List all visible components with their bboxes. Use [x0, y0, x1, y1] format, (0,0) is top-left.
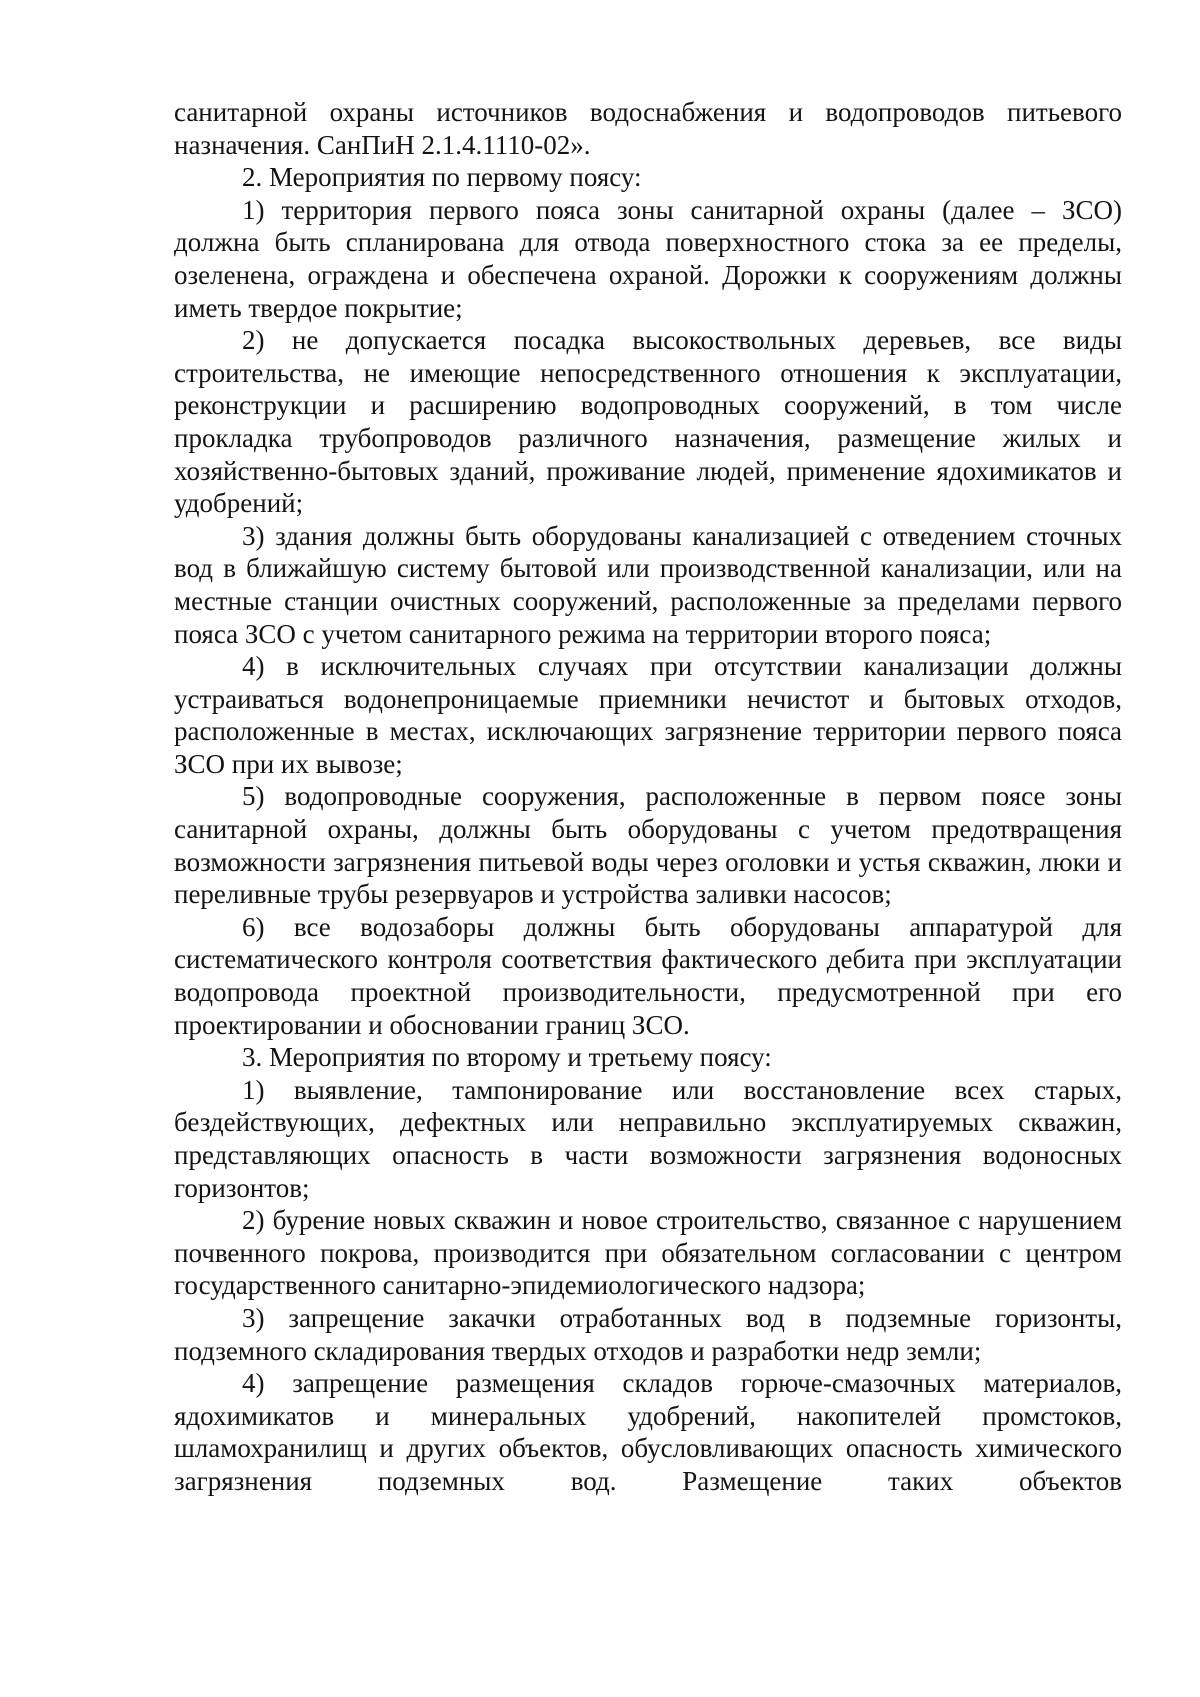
paragraph-continuation: санитарной охраны источников водоснабжения и водопроводов питьевого назначения. СанПиН 2.1.4.1110-02». [174, 97, 1122, 160]
list-item: 3) здания должны быть оборудованы канализацией с отведением сточных вод в ближайшую систему бытовой или производственной канализации, или на местные станции очистных сооружений, расположенные за пределами первого пояса ЗСО с учетом санитарного режима на территории второго пояса; [174, 520, 1122, 649]
section-heading-first-belt: 2. Мероприятия по первому поясу: [242, 162, 642, 193]
list-item: 5) водопроводные сооружения, расположенные в первом поясе зоны санитарной охраны, должны быть оборудованы с учетом предотвращения возможности загрязнения питьевой воды через оголовки и устья скважин, люки и переливные трубы резервуаров и устройства заливки насосов; [174, 781, 1122, 910]
section-heading-second-third-belt: 3. Мероприятия по второму и третьему поясу: [242, 1042, 772, 1073]
list-item: 1) выявление, тампонирование или восстановление всех старых, бездействующих, дефектных или неправильно эксплуатируемых скважин, представляющих опасность в части возможности загрязнения водоносных горизонтов; [174, 1074, 1122, 1203]
document-body [174, 96, 1122, 1498]
list-item: 2) бурение новых скважин и новое строительство, связанное с нарушением почвенного покрова, производится при обязательном согласовании с центром государственного санитарно-эпидемиологического надзора; [174, 1205, 1122, 1301]
list-item: 3) запрещение закачки отработанных вод в подземные горизонты, подземного складирования твердых отходов и разработки недр земли; [174, 1302, 1122, 1366]
list-item: 1) территория первого пояса зоны санитарной охраны (далее – ЗСО) должна быть спланирована для отвода поверхностного стока за ее пределы, озеленена, ограждена и обеспечена охраной. Дорожки к сооружениям должны иметь твердое покрытие; [174, 194, 1122, 323]
list-item: 4) в исключительных случаях при отсутствии канализации должны устраиваться водонепроницаемые приемники нечистот и бытовых отходов, расположенные в местах, исключающих загрязнение территории первого пояса ЗСО при их вывозе; [174, 651, 1122, 779]
list-item: 4) запрещение размещения складов горюче-смазочных материалов, ядохимикатов и минеральных удобрений, накопителей промстоков, шламохранилищ и других объектов, обусловливающих опасность химического загрязнения подземных вод. Размещение таких объектов [174, 1368, 1122, 1496]
list-item: 2) не допускается посадка высокоствольных деревьев, все виды строительства, не имеющие непосредственного отношения к эксплуатации, реконструкции и расширению водопроводных сооружений, в том числе прокладка трубопроводов различного назначения, размещение жилых и хозяйственно-бытовых зданий, проживание людей, применение ядохимикатов и удобрений; [174, 325, 1122, 519]
list-item: 6) все водозаборы должны быть оборудованы аппаратурой для систематического контроля соответствия фактического дебита при эксплуатации водопровода проектной производительности, предусмотренной при его проектировании и обосновании границ ЗСО. [174, 911, 1122, 1040]
